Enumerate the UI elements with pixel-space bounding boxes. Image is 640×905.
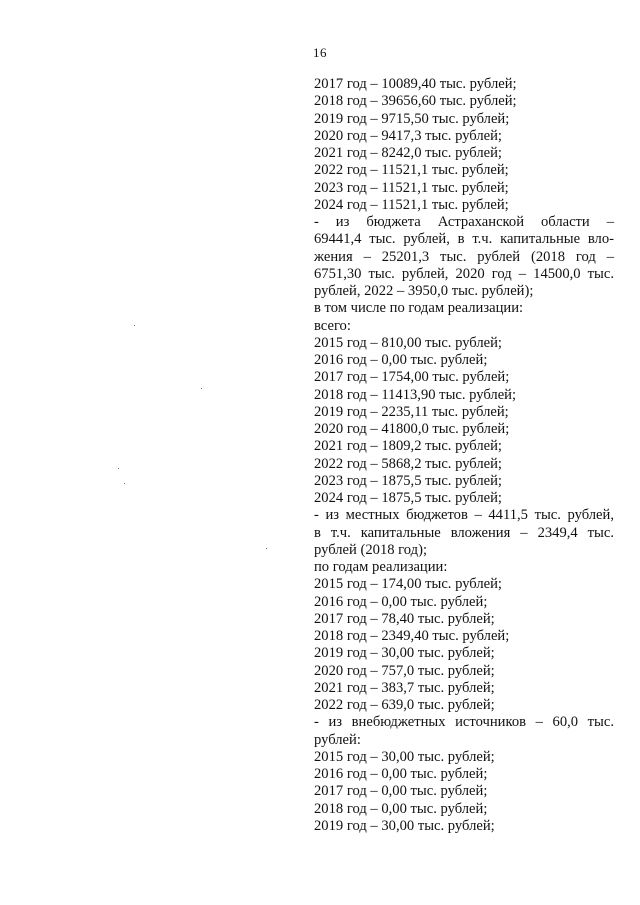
text-line: 2015 год – 30,00 тыс. рублей;: [314, 748, 495, 765]
text-line: - из внебюджетных источников – 60,0 тыс.: [314, 714, 614, 731]
text-line: 2024 год – 11521,1 тыс. рублей;: [314, 196, 509, 213]
text-line: 69441,4 тыс. рублей, в т.ч. капитальные вло-: [314, 231, 614, 248]
text-line: 2020 год – 9417,3 тыс. рублей;: [314, 127, 502, 144]
text-line: 2017 год – 78,40 тыс. рублей;: [314, 610, 495, 627]
text-line: 2018 год – 0,00 тыс. рублей;: [314, 800, 488, 817]
text-line: 2024 год – 1875,5 тыс. рублей;: [314, 490, 502, 506]
scan-speck: [134, 325, 135, 326]
text-line: 2017 год – 1754,00 тыс. рублей;: [314, 369, 510, 386]
text-line: 6751,30 тыс. рублей, 2020 год – 14500,0 тыс.: [314, 265, 614, 282]
text-line: в т.ч. капитальные вложения – 2349,4 тыс.: [314, 524, 614, 541]
text-line: 2019 год – 30,00 тыс. рублей;: [314, 645, 495, 662]
text-line: 2018 год – 11413,90 тыс. рублей;: [314, 386, 517, 403]
text-line: рублей (2018 год);: [314, 541, 428, 558]
page-number: 16: [313, 45, 327, 60]
text-line: 2019 год – 30,00 тыс. рублей;: [314, 817, 495, 834]
text-line: 2016 год – 0,00 тыс. рублей;: [314, 766, 488, 782]
scan-speck: [266, 548, 267, 549]
text-line: 2019 год – 2235,11 тыс. рублей;: [314, 403, 509, 420]
text-line: 2018 год – 2349,40 тыс. рублей;: [314, 628, 510, 644]
text-line: 2023 год – 1875,5 тыс. рублей;: [314, 472, 502, 489]
text-line: 2021 год – 8242,0 тыс. рублей;: [314, 145, 502, 161]
text-line: 2018 год – 39656,60 тыс. рублей;: [314, 93, 517, 110]
text-line: 2015 год – 810,00 тыс. рублей;: [314, 334, 502, 351]
text-line: рублей, 2022 – 3950,0 тыс. рублей);: [314, 283, 534, 299]
document-text-block: [314, 76, 614, 835]
text-line: 2023 год – 11521,1 тыс. рублей;: [314, 179, 509, 196]
text-line: 2021 год – 383,7 тыс. рублей;: [314, 679, 495, 696]
text-line: 2021 год – 1809,2 тыс. рублей;: [314, 438, 502, 455]
text-line: 2016 год – 0,00 тыс. рублей;: [314, 352, 488, 368]
text-line: 2016 год – 0,00 тыс. рублей;: [314, 593, 488, 610]
text-line: по годам реализации:: [314, 559, 448, 575]
text-line: - из местных бюджетов – 4411,5 тыс. рублей,: [314, 507, 614, 524]
text-line: 2020 год – 41800,0 тыс. рублей;: [314, 421, 510, 437]
scan-speck: [124, 483, 125, 484]
text-line: 2020 год – 757,0 тыс. рублей;: [314, 662, 495, 679]
text-line: 2022 год – 11521,1 тыс. рублей;: [314, 162, 509, 179]
text-line: 2017 год – 10089,40 тыс. рублей;: [314, 76, 517, 92]
scan-speck: [201, 388, 202, 389]
text-line: жения – 25201,3 тыс. рублей (2018 год –: [314, 248, 614, 265]
text-line: в том числе по годам реализации:: [314, 300, 524, 317]
text-line: всего:: [314, 317, 351, 334]
text-line: 2019 год – 9715,50 тыс. рублей;: [314, 110, 510, 127]
text-line: 2022 год – 5868,2 тыс. рублей;: [314, 455, 502, 472]
text-line: 2017 год – 0,00 тыс. рублей;: [314, 783, 488, 800]
text-line: - из бюджета Астраханской области –: [314, 214, 614, 230]
text-line: 2015 год – 174,00 тыс. рублей;: [314, 576, 502, 593]
text-line: рублей:: [314, 731, 361, 748]
text-line: 2022 год – 639,0 тыс. рублей;: [314, 697, 495, 713]
scan-speck: [118, 468, 119, 469]
